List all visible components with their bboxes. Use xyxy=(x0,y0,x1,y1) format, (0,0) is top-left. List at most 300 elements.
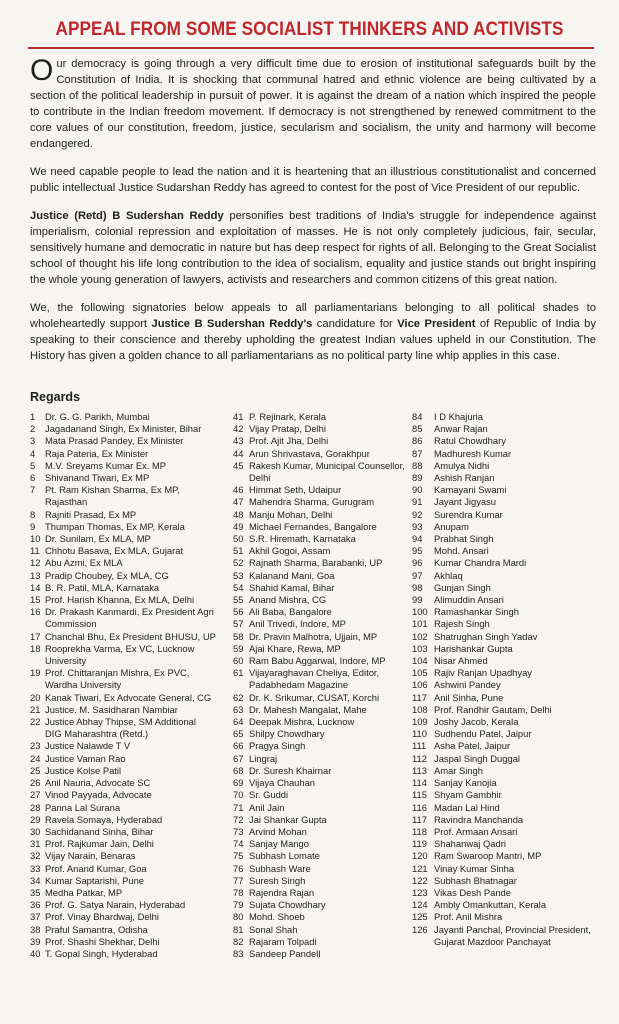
paragraph-4-text-a: We, the following signatories below appeals to all parliamentarians belonging to all political shades to wholeheartedly support xyxy=(30,302,596,330)
signatory-number: 98 xyxy=(412,581,423,593)
signatory-name: Shahid Kamal, Bihar xyxy=(249,581,335,593)
signatory-number: 75 xyxy=(233,850,244,862)
signatory-name: Justice Abhay Thipse, SM Additional xyxy=(45,716,196,728)
signatory-row xyxy=(412,411,591,423)
signatory-number: 110 xyxy=(412,728,427,740)
signatory-row xyxy=(412,521,591,533)
signatory-number: 62 xyxy=(233,691,244,703)
signatory-row xyxy=(412,643,591,655)
nominee-name-2: Justice B Sudershan Reddy's xyxy=(151,318,313,330)
signatory-row xyxy=(412,545,591,557)
signatory-name: Madhuresh Kumar xyxy=(434,447,512,459)
signatory-row xyxy=(233,484,405,496)
signatory-number: 104 xyxy=(412,655,428,667)
signatory-number: 35 xyxy=(30,886,41,898)
signatory-name: Dr. Suresh Khairnar xyxy=(249,764,332,776)
signatory-number: 123 xyxy=(412,886,428,898)
signatory-number: 71 xyxy=(233,801,244,813)
signatory-number: 86 xyxy=(412,435,423,447)
signatory-number: 76 xyxy=(233,862,244,874)
signatory-row xyxy=(233,887,405,899)
signatory-row xyxy=(412,887,591,899)
signatory-row xyxy=(412,899,591,911)
signatory-row xyxy=(412,740,591,752)
signatory-number xyxy=(30,655,45,667)
signatory-number: 81 xyxy=(233,923,244,935)
signatory-number: 88 xyxy=(412,459,423,471)
signatory-name: Chanchal Bhu, Ex President BHUSU, UP xyxy=(45,630,216,642)
signatory-name: Rakesh Kumar, Municipal Counsellor, xyxy=(249,459,405,471)
signatory-number: 22 xyxy=(30,716,41,728)
signatory-name: Prof. Shashi Shekhar, Delhi xyxy=(45,935,160,947)
signatory-row xyxy=(412,875,591,887)
signatory-row xyxy=(30,765,216,777)
signatory-name: Shahanwaj Qadri xyxy=(434,838,506,850)
signatory-name: Anil Nauria, Advocate SC xyxy=(45,777,151,789)
signatory-row xyxy=(233,545,405,557)
signatory-row xyxy=(412,533,591,545)
signatory-number: 69 xyxy=(233,777,244,789)
signatory-number xyxy=(233,472,249,484)
signatory-row xyxy=(233,533,405,545)
signatory-row xyxy=(30,509,216,521)
signatory-number: 78 xyxy=(233,886,244,898)
signatory-number: 23 xyxy=(30,740,41,752)
signatory-row xyxy=(30,728,216,740)
signatory-number: 65 xyxy=(233,728,244,740)
signatory-name: Ashwini Pandey xyxy=(434,679,501,691)
signatory-row xyxy=(412,716,591,728)
signatory-row xyxy=(412,484,591,496)
signatory-name: Padabhedam Magazine xyxy=(249,679,349,691)
signatory-name: Rooprekha Varma, Ex VC, Lucknow xyxy=(45,642,195,654)
signatory-row xyxy=(30,472,216,484)
signatory-number: 25 xyxy=(30,764,41,776)
signatory-name: Ambly Omankuttan, Kerala xyxy=(434,899,547,911)
signatory-row xyxy=(30,521,216,533)
paragraph-4-text-b: candidature for xyxy=(312,318,398,330)
signatory-name: Dr. Prakash Kanmardi, Ex President Agri xyxy=(45,606,214,618)
signatory-name: P. Rejinark, Kerala xyxy=(249,411,326,422)
signatory-number: 79 xyxy=(233,899,244,911)
signatory-number: 19 xyxy=(30,667,41,679)
signatory-name: Rajasthan xyxy=(45,496,88,508)
signatory-row xyxy=(30,655,216,667)
paragraph-4-text-c: of Republic of India by speaking to their conscience and thereby upholding the greatest Indian values upheld in our Constitution. The History has given a golden chance to all parliamentarians as no political party line whip applies in this case. xyxy=(30,318,596,362)
signatory-name: Rajendra Rajan xyxy=(249,886,315,898)
signatory-name: Raja Pateria, Ex Minister xyxy=(45,447,149,459)
appeal-body xyxy=(30,56,596,376)
signatory-number: 37 xyxy=(30,911,41,923)
signatory-row xyxy=(30,704,216,716)
paragraph-3-text: personifies best traditions of India's struggle for independence against imperialism, colonial repression and exploitation of masses. He is not only completely judicious, fair, secular, sensitively humane and democratic in nature but has deep respect for rights of all. Belonging to the Great Socialist school of thought his life long contribution to the idea of socialism, equality and justice stands out bright inspiring the whole young generation of lawyers, activists and researchers and common citizens of this great nation. xyxy=(30,210,597,286)
signatory-row xyxy=(30,679,216,691)
signatory-name: Michael Fernandes, Bangalore xyxy=(249,520,377,532)
signatory-name: Dr. Sunilam, Ex MLA, MP xyxy=(45,533,151,545)
signatory-number: 92 xyxy=(412,508,423,520)
signatory-row xyxy=(412,765,591,777)
signatory-row xyxy=(412,472,591,484)
signatory-number: 24 xyxy=(30,752,41,764)
signatory-name: Panna Lal Surana xyxy=(45,801,121,813)
signatory-row xyxy=(233,521,405,533)
signatory-number: 49 xyxy=(233,520,244,532)
signatory-number: 90 xyxy=(412,484,423,496)
signatory-row xyxy=(30,484,216,496)
signatory-row xyxy=(233,740,405,752)
signatory-number: 122 xyxy=(412,874,428,886)
signatory-name: Rajesh Singh xyxy=(434,618,490,630)
signatory-name: Subhash Lomate xyxy=(249,850,320,862)
signatory-name: Ram Swaroop Mantri, MP xyxy=(434,850,542,862)
signatory-number: 26 xyxy=(30,777,41,789)
paragraph-2: We need capable people to lead the nation and it is heartening that an illustrious constitutionalist and concerned public intellectual Justice Sudarshan Reddy has agreed to contest for the post of Vice President of our republic. xyxy=(30,166,596,194)
signatory-number: 56 xyxy=(233,606,244,618)
signatory-name: Kamayani Swami xyxy=(434,484,507,496)
signatory-number: 121 xyxy=(412,862,428,874)
signatory-name: Anupam xyxy=(434,520,469,532)
signatory-row xyxy=(30,582,216,594)
signatory-name: Harishankar Gupta xyxy=(434,642,513,654)
signatory-name: Nisar Ahmed xyxy=(434,655,488,667)
signatory-number: 18 xyxy=(30,642,41,654)
signatory-number: 17 xyxy=(30,630,41,642)
signatory-number: 112 xyxy=(412,752,427,764)
signatory-name: DIG Maharashtra (Retd.) xyxy=(45,728,149,740)
signatory-row xyxy=(30,777,216,789)
signatory-name: Dr. G. G. Parikh, Mumbai xyxy=(45,411,150,422)
signatory-row xyxy=(233,692,405,704)
signatory-number: 66 xyxy=(233,740,244,752)
signatory-number: 97 xyxy=(412,569,423,581)
signatory-number: 117 xyxy=(412,691,427,703)
signatory-number: 116 xyxy=(412,801,427,813)
signatory-number: 70 xyxy=(233,789,244,801)
signatory-name: Kalanand Mani, Goa xyxy=(249,569,335,581)
signatory-number: 67 xyxy=(233,752,244,764)
signatory-row xyxy=(233,704,405,716)
signatory-name: Shivanand Tiwari, Ex MP xyxy=(45,472,150,484)
signatory-row xyxy=(30,753,216,765)
signatory-name: Surendra Kumar xyxy=(434,508,503,520)
signatory-name: Jagadanand Singh, Ex Minister, Bihar xyxy=(45,423,202,435)
signatory-number: 117 xyxy=(412,813,427,825)
signatory-name: Shyam Gambhir xyxy=(434,789,502,801)
signatory-name: Mohd. Ansari xyxy=(434,545,489,557)
signatory-name: Amulya Nidhi xyxy=(434,459,490,471)
signatory-name: Anwar Rajan xyxy=(434,423,488,435)
signatory-row xyxy=(412,704,591,716)
signatory-name: Akhlaq xyxy=(434,569,463,581)
signatory-row xyxy=(233,496,405,508)
signatory-row xyxy=(233,594,405,606)
title-rule xyxy=(28,47,594,49)
signatory-name: Ali Baba, Bangalore xyxy=(249,606,332,618)
signatory-row xyxy=(30,460,216,472)
signatory-row xyxy=(30,570,216,582)
signatory-name: Anil Jain xyxy=(249,801,285,813)
signatory-row xyxy=(233,631,405,643)
signatory-number: 34 xyxy=(30,874,41,886)
signatory-name: Dr. Pravin Malhotra, Ujjain, MP xyxy=(249,630,378,642)
signatory-name: Rajaram Tolpadi xyxy=(249,935,317,947)
signatory-name: Sudhendu Patel, Jaipur xyxy=(434,728,532,740)
signatory-column-3 xyxy=(412,411,591,948)
signatory-name: Ravela Somaya, Hyderabad xyxy=(45,813,163,825)
signatory-name: Ravindra Manchanda xyxy=(434,813,524,825)
signatory-row xyxy=(412,924,591,936)
signatory-row xyxy=(233,924,405,936)
signatory-row xyxy=(30,435,216,447)
signatory-row xyxy=(233,667,405,679)
signatory-row xyxy=(233,948,405,960)
signatory-number: 94 xyxy=(412,533,423,545)
signatory-number: 53 xyxy=(233,569,244,581)
signatory-row xyxy=(412,838,591,850)
signatory-row xyxy=(412,814,591,826)
signatory-number: 38 xyxy=(30,923,41,935)
signatory-number: 58 xyxy=(233,630,244,642)
signatory-row xyxy=(233,472,405,484)
signatory-number: 114 xyxy=(412,777,427,789)
signatory-name: Sr. Guddi xyxy=(249,789,289,801)
signatory-row xyxy=(412,667,591,679)
signatory-row xyxy=(412,655,591,667)
signatory-number: 111 xyxy=(412,740,427,752)
signatory-row xyxy=(30,802,216,814)
signatory-number xyxy=(30,496,45,508)
signatory-row xyxy=(30,911,216,923)
signatory-row xyxy=(30,789,216,801)
signatory-number: 6 xyxy=(30,472,36,484)
signatory-row xyxy=(30,411,216,423)
signatory-number xyxy=(233,679,249,691)
signatory-name: Anil Sinha, Pune xyxy=(434,691,504,703)
signatory-row xyxy=(30,606,216,618)
signatory-number: 73 xyxy=(233,825,244,837)
signatory-row xyxy=(233,850,405,862)
signatory-name: Delhi xyxy=(249,472,271,484)
signatory-number: 118 xyxy=(412,825,427,837)
signatory-name: T. Gopal Singh, Hyderabad xyxy=(45,947,158,959)
signatory-number: 115 xyxy=(412,789,427,801)
signatory-row xyxy=(412,753,591,765)
signatory-number: 87 xyxy=(412,447,423,459)
signatory-number: 99 xyxy=(412,594,423,606)
signatory-row xyxy=(233,899,405,911)
signatory-row xyxy=(30,594,216,606)
signatory-row xyxy=(412,692,591,704)
signatory-name: University xyxy=(45,655,87,667)
signatory-name: Deepak Mishra, Lucknow xyxy=(249,716,355,728)
signatory-number: 39 xyxy=(30,935,41,947)
signatory-number: 120 xyxy=(412,850,428,862)
paragraph-3 xyxy=(30,208,596,288)
paragraph-4 xyxy=(30,300,596,364)
signatory-number: 1 xyxy=(30,411,36,422)
signatory-name: Gunjan Singh xyxy=(434,581,491,593)
signatory-number xyxy=(30,618,45,630)
drop-cap: O xyxy=(30,54,54,87)
signatory-row xyxy=(30,863,216,875)
signatory-row xyxy=(233,606,405,618)
signatory-name: Pradip Choubey, Ex MLA, CG xyxy=(45,569,169,581)
signatory-name: Joshy Jacob, Kerala xyxy=(434,716,519,728)
signatory-name: Akhil Gogoi, Assam xyxy=(249,545,331,557)
signatory-row xyxy=(412,606,591,618)
signatory-row xyxy=(233,753,405,765)
signatory-number: 10 xyxy=(30,533,41,545)
signatory-column-1 xyxy=(30,411,216,960)
signatory-number: 28 xyxy=(30,801,41,813)
signatory-number: 33 xyxy=(30,862,41,874)
signatory-name: Jai Shankar Gupta xyxy=(249,813,327,825)
signatory-name: Medha Patkar, MP xyxy=(45,886,123,898)
signatory-name: Arvind Mohan xyxy=(249,825,307,837)
signatory-row xyxy=(412,496,591,508)
page-title: APPEAL FROM SOME SOCIALIST THINKERS AND ACTIVISTS xyxy=(55,18,564,40)
signatory-number: 108 xyxy=(412,703,428,715)
signatory-number: 32 xyxy=(30,850,41,862)
signatory-name: Rajiv Ranjan Upadhyay xyxy=(434,667,532,679)
signatory-number xyxy=(30,728,45,740)
signatory-row xyxy=(233,765,405,777)
signatory-number xyxy=(30,679,45,691)
signatory-row xyxy=(30,496,216,508)
signatory-number: 44 xyxy=(233,447,244,459)
signatory-number: 15 xyxy=(30,594,41,606)
signatory-number: 48 xyxy=(233,508,244,520)
signatory-number: 51 xyxy=(233,545,244,557)
signatory-number: 74 xyxy=(233,838,244,850)
signatory-row xyxy=(30,740,216,752)
signatory-name: Madan Lal Hind xyxy=(434,801,500,813)
signatory-row xyxy=(233,570,405,582)
signatory-name: Ashish Ranjan xyxy=(434,472,495,484)
signatory-number: 40 xyxy=(30,947,41,959)
signatory-number: 50 xyxy=(233,533,244,545)
signatory-row xyxy=(233,557,405,569)
signatory-name: Justice. M. Sasidharan Nambiar xyxy=(45,703,178,715)
signatory-row xyxy=(412,594,591,606)
signatory-number: 119 xyxy=(412,838,427,850)
signatory-number: 11 xyxy=(30,545,40,557)
signatory-name: Vijaya Chauhan xyxy=(249,777,316,789)
signatory-row xyxy=(30,850,216,862)
signatory-row xyxy=(233,460,405,472)
signatory-name: Jayanti Panchal, Provincial President, xyxy=(434,923,591,935)
signatory-row xyxy=(233,582,405,594)
signatory-row xyxy=(233,875,405,887)
signatory-row xyxy=(233,509,405,521)
signatory-name: Shatrughan Singh Yadav xyxy=(434,630,538,642)
signatory-row xyxy=(233,448,405,460)
signatory-number: 95 xyxy=(412,545,423,557)
signatory-number: 46 xyxy=(233,484,244,496)
signatory-name: Mahendra Sharma, Gurugram xyxy=(249,496,375,508)
signatory-name: Vijay Pratap, Delhi xyxy=(249,423,326,435)
signatory-name: Ratul Chowdhary xyxy=(434,435,506,447)
signatory-name: Rajniti Prasad, Ex MP xyxy=(45,508,137,520)
signatory-number: 42 xyxy=(233,423,244,435)
signatory-name: Prof. Randhir Gautam, Delhi xyxy=(434,703,552,715)
signatory-name: Vinay Kumar Sinha xyxy=(434,862,515,874)
signatory-number: 29 xyxy=(30,813,41,825)
signatory-name: Subhash Bhatnagar xyxy=(434,874,517,886)
signatory-number: 68 xyxy=(233,764,244,776)
signatory-row xyxy=(233,863,405,875)
signatory-row xyxy=(233,716,405,728)
signatory-number: 16 xyxy=(30,606,41,618)
signatory-row xyxy=(233,814,405,826)
signatory-row xyxy=(30,875,216,887)
signatory-number: 113 xyxy=(412,764,427,776)
signatory-row xyxy=(412,777,591,789)
signatory-name: Vijayaraghavan Cheliya, Editor, xyxy=(249,667,380,679)
signatory-number: 41 xyxy=(233,411,244,422)
signatory-number: 57 xyxy=(233,618,244,630)
signatory-number: 80 xyxy=(233,911,244,923)
signatory-number: 13 xyxy=(30,569,41,581)
signatory-name: Wardha University xyxy=(45,679,122,691)
signatory-number: 36 xyxy=(30,899,41,911)
signatory-name: Justice Vaman Rao xyxy=(45,752,126,764)
signatory-number: 5 xyxy=(30,459,36,471)
paragraph-1 xyxy=(30,56,596,152)
signatory-row xyxy=(412,936,591,948)
signatory-row xyxy=(30,936,216,948)
signatory-name: Kumar Chandra Mardi xyxy=(434,557,527,569)
signatory-name: B. R. Patil, MLA, Karnataka xyxy=(45,581,160,593)
signatory-number: 77 xyxy=(233,874,244,886)
signatory-name: Sonal Shah xyxy=(249,923,298,935)
signatory-name: Amar Singh xyxy=(434,764,483,776)
signatory-number: 12 xyxy=(30,557,41,569)
signatory-number: 8 xyxy=(30,508,36,520)
signatory-number: 100 xyxy=(412,606,428,618)
signatory-name: Ramashankar Singh xyxy=(434,606,519,618)
signatory-name: Vikas Desh Pande xyxy=(434,886,511,898)
signatory-row xyxy=(30,448,216,460)
signatory-number: 83 xyxy=(233,947,244,959)
signatory-row xyxy=(412,826,591,838)
signatory-row xyxy=(30,887,216,899)
signatory-row xyxy=(233,411,405,423)
signatory-number: 54 xyxy=(233,581,244,593)
signatory-number: 85 xyxy=(412,423,423,435)
signatory-number: 9 xyxy=(30,520,36,532)
signatory-name: Kanak Tiwari, Ex Advocate General, CG xyxy=(45,691,212,703)
signatory-column-2 xyxy=(233,411,405,960)
signatory-row xyxy=(412,582,591,594)
signatory-name: M.V. Sreyams Kumar Ex. MP xyxy=(45,459,167,471)
signatory-name: Subhash Ware xyxy=(249,862,311,874)
signatory-name: Gujarat Mazdoor Panchayat xyxy=(434,935,551,947)
signatory-row xyxy=(30,716,216,728)
signatory-number: 59 xyxy=(233,642,244,654)
signatory-number: 124 xyxy=(412,899,428,911)
signatory-row xyxy=(412,863,591,875)
signatory-number: 125 xyxy=(412,911,428,923)
signatory-number: 126 xyxy=(412,923,428,935)
signatory-number: 52 xyxy=(233,557,244,569)
signatory-number: 72 xyxy=(233,813,244,825)
signatory-number: 2 xyxy=(30,423,36,435)
signatory-name: Pt. Ram Kishan Sharma, Ex MP, xyxy=(45,484,180,496)
signatory-row xyxy=(233,643,405,655)
signatory-name: Vijay Narain, Benaras xyxy=(45,850,136,862)
signatory-row xyxy=(30,924,216,936)
